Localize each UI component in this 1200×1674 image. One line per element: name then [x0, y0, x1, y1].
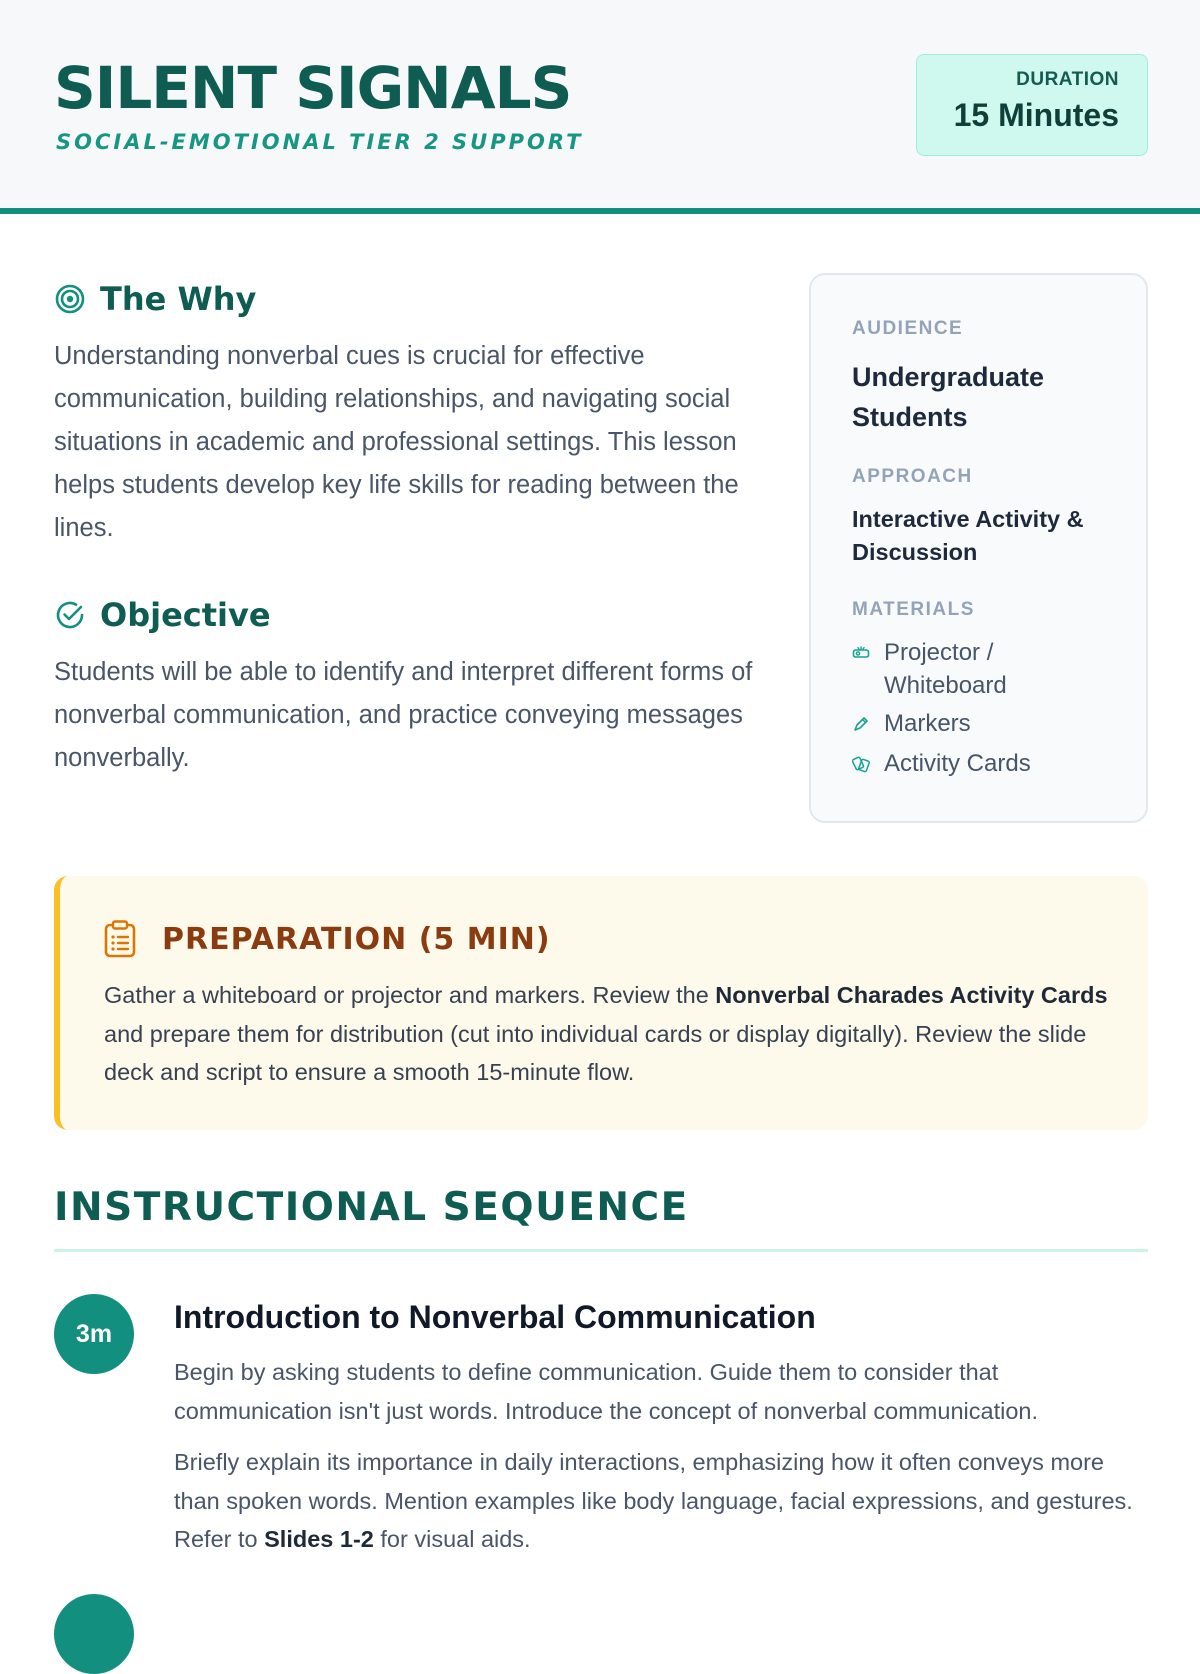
page-header	[0, 0, 1200, 214]
sequence-divider	[54, 1249, 1148, 1252]
preparation-text	[104, 976, 1114, 1092]
material-item	[852, 636, 1052, 702]
why-heading	[54, 280, 256, 318]
preparation-text-part: Gather a whiteboard or projector and markers. Review the	[104, 982, 716, 1008]
audience-value: Undergraduate Students	[852, 362, 1045, 432]
page-title: SILENT SIGNALS	[54, 54, 572, 122]
step-duration-badge: 3m	[54, 1294, 134, 1374]
page-subtitle: SOCIAL-EMOTIONAL TIER 2 SUPPORT	[56, 130, 584, 154]
target-icon	[54, 283, 86, 315]
preparation-callout	[54, 876, 1148, 1130]
step-title: Introduction to Nonverbal Communication	[174, 1299, 816, 1335]
objective-title: Objective	[100, 596, 271, 634]
projector-icon	[852, 644, 870, 662]
step-text-part: Briefly explain its importance in daily interactions, emphasizing how it often conveys more than spoken words. Mention examples like body language, facial expressions, and gestures. Refer to	[174, 1449, 1133, 1552]
objective-text: Students will be able to identify and interpret different forms of nonverbal communication, and practice conveying messages nonverbally.	[54, 658, 753, 772]
material-label: Activity Cards	[884, 750, 1031, 777]
approach-label: APPROACH	[852, 466, 973, 487]
preparation-heading	[104, 920, 551, 958]
material-label: Markers	[884, 710, 971, 737]
activity-cards-reference: Nonverbal Charades Activity Cards	[715, 982, 1108, 1008]
audience-label: AUDIENCE	[852, 318, 964, 339]
material-item	[852, 747, 1031, 780]
preparation-text-part: and prepare them for distribution (cut into individual cards or display digitally). Review the slide deck and script to ensure a smooth 15-minute flow.	[104, 1020, 1087, 1085]
objective-heading	[54, 596, 271, 634]
duration-value: 15 Minutes	[953, 97, 1119, 133]
duration-badge	[916, 54, 1148, 156]
next-step-badge	[54, 1594, 134, 1674]
lesson-info-card	[809, 273, 1148, 823]
marker-icon	[852, 715, 870, 733]
material-label: Projector / Whiteboard	[884, 639, 1007, 699]
approach-value: Interactive Activity & Discussion	[852, 506, 1084, 565]
sequence-title: INSTRUCTIONAL SEQUENCE	[54, 1185, 689, 1230]
why-text: Understanding nonverbal cues is crucial for effective communication, building relationships, and navigating social situations in academic and professional settings. This lesson helps students develop key life skills for reading between the lines.	[54, 342, 739, 542]
check-circle-icon	[54, 599, 86, 631]
cards-icon	[852, 755, 870, 773]
step-text-part: for visual aids.	[373, 1526, 531, 1552]
duration-label: DURATION	[1016, 69, 1119, 90]
step-paragraph	[174, 1443, 1144, 1559]
why-title: The Why	[100, 280, 257, 318]
slides-reference: Slides 1-2	[264, 1526, 374, 1552]
step-paragraph: Begin by asking students to define communication. Guide them to consider that communication isn't just words. Introduce the concept of nonverbal communication.	[174, 1359, 1038, 1424]
preparation-title: PREPARATION (5 MIN)	[162, 921, 551, 957]
clipboard-icon	[104, 920, 136, 958]
materials-label: MATERIALS	[852, 599, 975, 620]
material-item	[852, 707, 971, 740]
